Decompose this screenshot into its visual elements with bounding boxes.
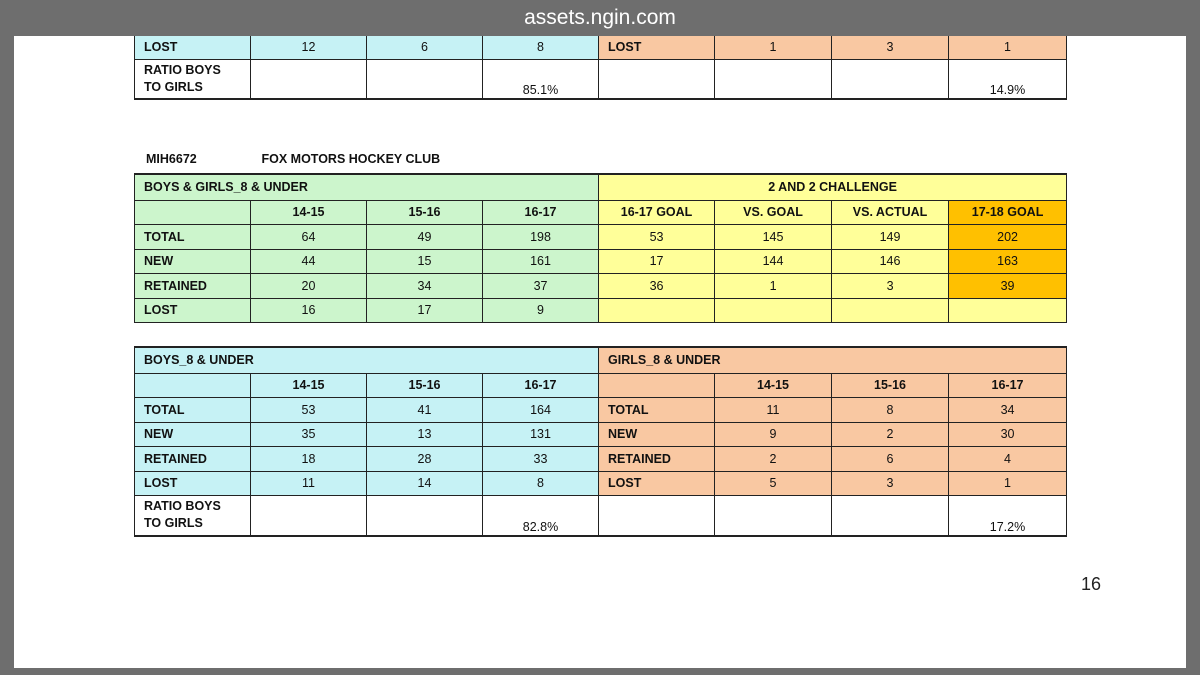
table-cell [832, 298, 949, 323]
table-cell: 131 [483, 422, 599, 447]
challenge-title: 2 AND 2 CHALLENGE [599, 174, 1067, 200]
ratio-label: RATIO BOYS TO GIRLS [135, 496, 251, 536]
column-header: 15-16 [367, 200, 483, 225]
table-cell: 1 [715, 36, 832, 59]
table-cell: 17 [599, 249, 715, 274]
column-header: VS. ACTUAL [832, 200, 949, 225]
table-cell [599, 298, 715, 323]
boys-girls-table [134, 346, 1067, 537]
ratio-label: RATIO BOYS TO GIRLS [135, 59, 251, 99]
table-cell: 5 [715, 471, 832, 496]
row-label: LOST [135, 471, 251, 496]
table-cell: 8 [483, 471, 599, 496]
table-cell: 12 [251, 36, 367, 59]
table-cell [599, 496, 715, 536]
table-cell [832, 496, 949, 536]
row-label: LOST [135, 298, 251, 323]
section-title: GIRLS_8 & UNDER [599, 347, 1067, 373]
document-page [14, 36, 1186, 668]
column-header: 15-16 [832, 373, 949, 398]
table-cell: 11 [715, 398, 832, 423]
table-cell: 9 [715, 422, 832, 447]
column-header: 16-17 [483, 373, 599, 398]
table-cell [367, 496, 483, 536]
table-row [135, 496, 1067, 536]
ratio-girls-value: 17.2% [949, 496, 1067, 536]
club-code: MIH6672 [146, 152, 197, 166]
table-cell [949, 298, 1067, 323]
table-cell: 161 [483, 249, 599, 274]
column-header: 14-15 [251, 373, 367, 398]
table-cell: 149 [832, 225, 949, 250]
table-cell: 11 [251, 471, 367, 496]
table-row [135, 398, 1067, 423]
table-cell: 16 [251, 298, 367, 323]
table-cell: 44 [251, 249, 367, 274]
table-cell: 49 [367, 225, 483, 250]
table-cell: 53 [251, 398, 367, 423]
table-row [135, 471, 1067, 496]
table-cell: 164 [483, 398, 599, 423]
table-cell: 2 [832, 422, 949, 447]
row-label: LOST [599, 36, 715, 59]
table-cell: 146 [832, 249, 949, 274]
column-header: 16-17 [949, 373, 1067, 398]
table-cell: 39 [949, 274, 1067, 299]
table-cell: 41 [367, 398, 483, 423]
combined-table [134, 173, 1067, 323]
row-label: NEW [135, 249, 251, 274]
row-label: NEW [135, 422, 251, 447]
table-cell: 15 [367, 249, 483, 274]
previous-section-fragment [134, 36, 1067, 100]
column-header: 14-15 [251, 200, 367, 225]
table-cell [135, 200, 251, 225]
column-header: 14-15 [715, 373, 832, 398]
table-cell [715, 59, 832, 99]
table-row [135, 174, 1067, 200]
table-cell: 202 [949, 225, 1067, 250]
table-cell [715, 298, 832, 323]
row-label: LOST [135, 36, 251, 59]
table-cell: 28 [367, 447, 483, 472]
table-row [135, 274, 1067, 299]
table-cell [832, 59, 949, 99]
table-row [135, 447, 1067, 472]
column-header: 15-16 [367, 373, 483, 398]
row-label: NEW [599, 422, 715, 447]
table-header-row [135, 373, 1067, 398]
table-cell: 14 [367, 471, 483, 496]
table-cell: 1 [715, 274, 832, 299]
table-cell: 36 [599, 274, 715, 299]
table-row [135, 225, 1067, 250]
table-row [135, 422, 1067, 447]
table-cell: 53 [599, 225, 715, 250]
table-cell: 3 [832, 471, 949, 496]
table-cell: 13 [367, 422, 483, 447]
ratio-boys-value: 85.1% [483, 59, 599, 99]
table-cell: 34 [367, 274, 483, 299]
row-label: RETAINED [135, 447, 251, 472]
table-cell: 145 [715, 225, 832, 250]
row-label: RETAINED [599, 447, 715, 472]
table-cell [715, 496, 832, 536]
page-number: 16 [1081, 574, 1102, 594]
table-cell: 163 [949, 249, 1067, 274]
table-row [135, 249, 1067, 274]
table-cell: 1 [949, 36, 1067, 59]
table-cell: 3 [832, 36, 949, 59]
table-header-row [135, 200, 1067, 225]
table-cell [367, 59, 483, 99]
table-cell: 144 [715, 249, 832, 274]
table-cell: 6 [367, 36, 483, 59]
table-cell: 33 [483, 447, 599, 472]
url-host: assets.ngin.com [524, 6, 676, 29]
ratio-girls-value: 14.9% [949, 59, 1067, 99]
column-header: 16-17 [483, 200, 599, 225]
table-cell: 18 [251, 447, 367, 472]
table-cell: 9 [483, 298, 599, 323]
row-label: TOTAL [135, 398, 251, 423]
table-row [135, 59, 1067, 99]
table-row [135, 298, 1067, 323]
section-title: BOYS & GIRLS_8 & UNDER [135, 174, 599, 200]
table-cell: 17 [367, 298, 483, 323]
table-cell: 198 [483, 225, 599, 250]
table-cell: 20 [251, 274, 367, 299]
club-heading [146, 152, 440, 166]
table-cell: 6 [832, 447, 949, 472]
table-cell: 64 [251, 225, 367, 250]
table-cell: 8 [483, 36, 599, 59]
ratio-boys-value: 82.8% [483, 496, 599, 536]
table-cell: 34 [949, 398, 1067, 423]
table-cell: 8 [832, 398, 949, 423]
table-cell [599, 59, 715, 99]
browser-address-bar[interactable] [0, 0, 1200, 36]
table-cell [599, 373, 715, 398]
row-label: TOTAL [135, 225, 251, 250]
table-cell: 4 [949, 447, 1067, 472]
table-row [135, 36, 1067, 59]
table-cell: 35 [251, 422, 367, 447]
table-cell [135, 373, 251, 398]
row-label: RETAINED [135, 274, 251, 299]
table-cell: 2 [715, 447, 832, 472]
table-cell [251, 496, 367, 536]
table-cell [251, 59, 367, 99]
row-label: LOST [599, 471, 715, 496]
club-name: FOX MOTORS HOCKEY CLUB [261, 152, 441, 166]
table-cell: 30 [949, 422, 1067, 447]
row-label: TOTAL [599, 398, 715, 423]
table-cell: 37 [483, 274, 599, 299]
column-header: 17-18 GOAL [949, 200, 1067, 225]
table-cell: 3 [832, 274, 949, 299]
table-row [135, 347, 1067, 373]
column-header: VS. GOAL [715, 200, 832, 225]
table-cell: 1 [949, 471, 1067, 496]
section-title: BOYS_8 & UNDER [135, 347, 599, 373]
column-header: 16-17 GOAL [599, 200, 715, 225]
